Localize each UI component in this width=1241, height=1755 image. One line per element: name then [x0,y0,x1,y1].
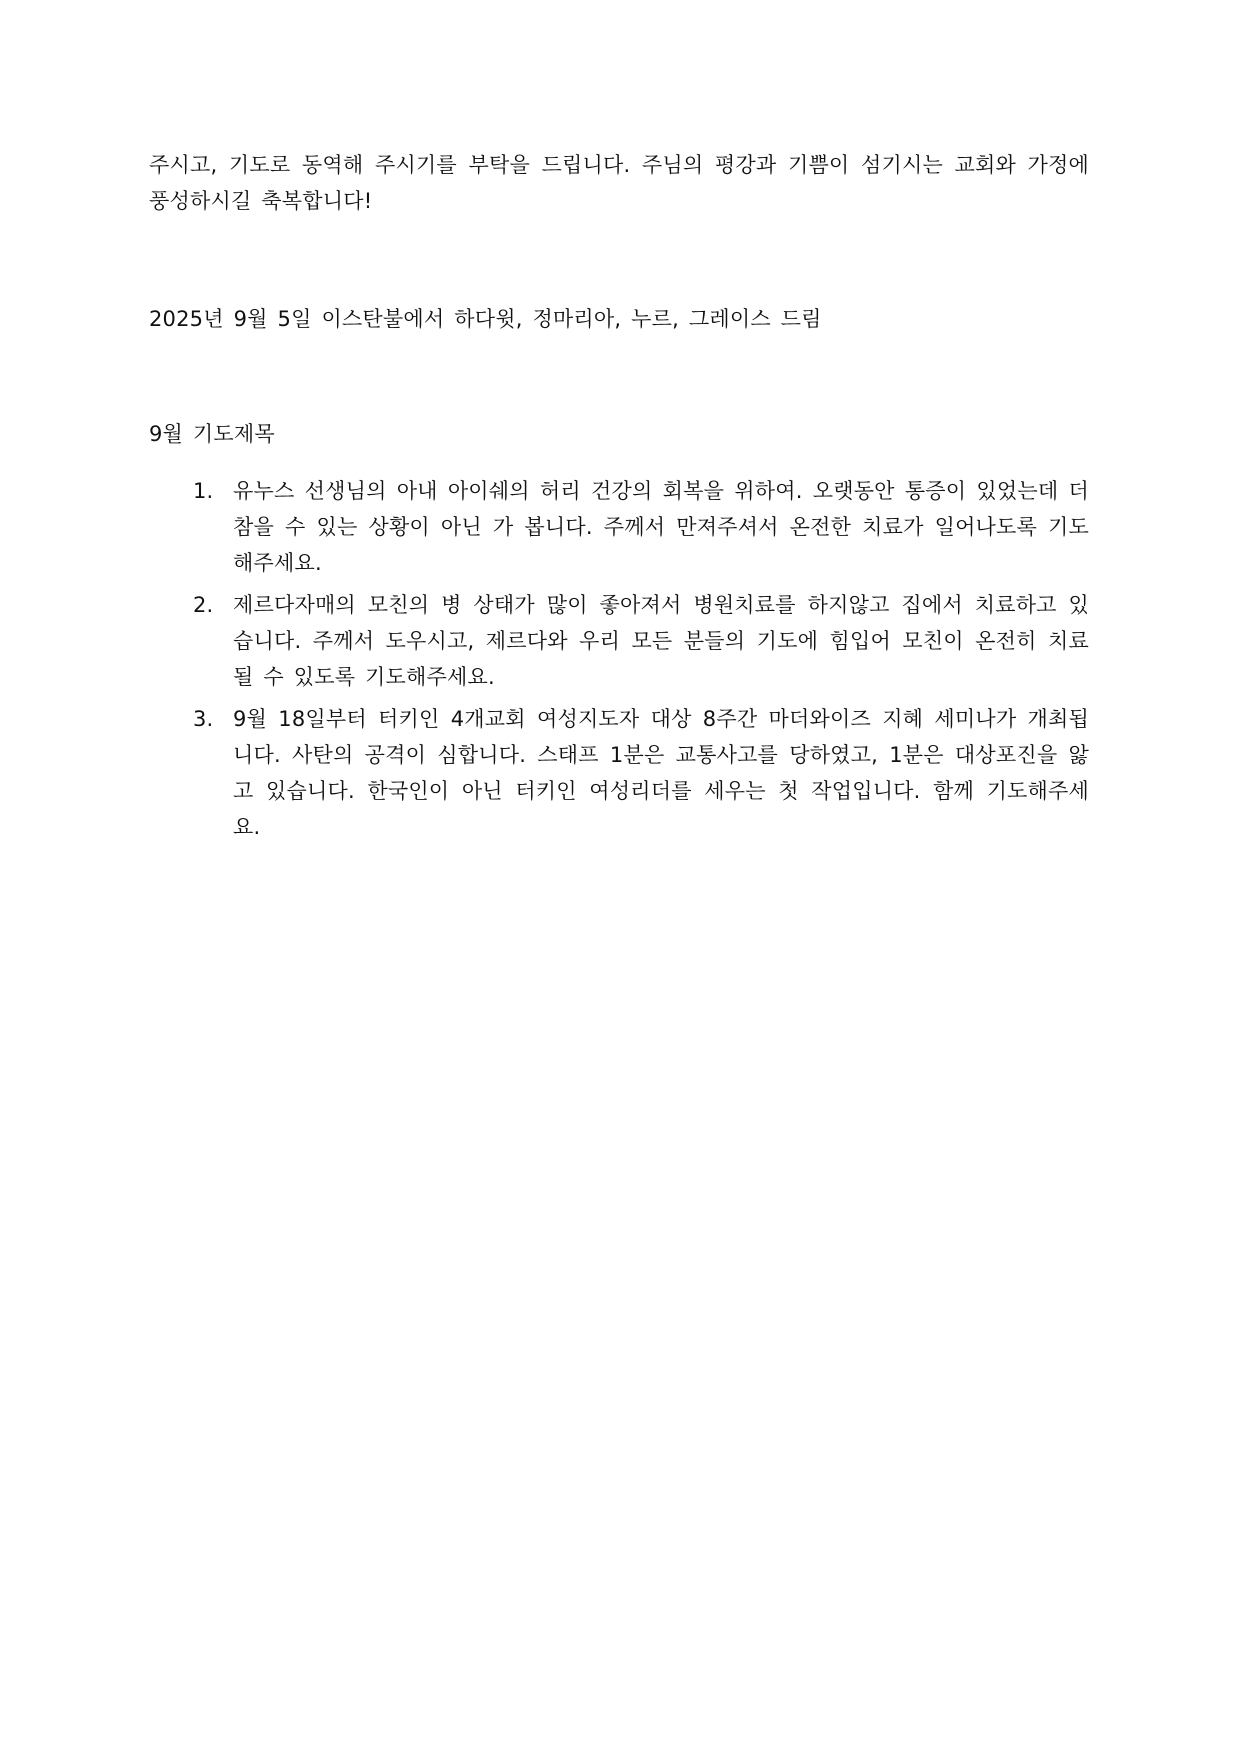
list-item-number: 2. [193,593,214,617]
intro-paragraph: 주시고, 기도로 동역해 주시기를 부탁을 드립니다. 주님의 평강과 기쁨이 섬기시는 교회와 가정에 풍성하시길 축복합니다! [149,153,1089,213]
list-item [149,587,1089,695]
list-item-text: 제르다자매의 모친의 병 상태가 많이 좋아져서 병원치료를 하지않고 집에서 치료하고 있습니다. 주께서 도우시고, 제르다와 우리 모든 분들의 기도에 힘입어 모친이 온전히 치료될 수 있도록 기도해주세요. [233,593,1089,689]
list-item-number: 3. [193,707,214,731]
prayer-heading: 9월 기도제목 [149,422,275,446]
signature-line: 2025년 9월 5일 이스탄불에서 하다윗, 정마리아, 누르, 그레이스 드림 [149,307,822,331]
list-item-text: 유누스 선생님의 아내 아이쉐의 허리 건강의 회복을 위하여. 오랫동안 통증이 있었는데 더 참을 수 있는 상황이 아닌 가 봅니다. 주께서 만져주셔서 온전한 치료가 일어나도록 기도해주세요. [233,479,1089,575]
list-item-number: 1. [193,479,214,503]
prayer-list [149,473,1089,851]
list-item-text: 9월 18일부터 터키인 4개교회 여성지도자 대상 8주간 마더와이즈 지혜 세미나가 개최됩니다. 사탄의 공격이 심합니다. 스태프 1분은 교통사고를 당하였고, 1분은 대상포진을 앓고 있습니다. 한국인이 아닌 터키인 여성리더를 세우는 첫 작업입니다. 함께 기도해주세요. [233,707,1089,839]
list-item [149,473,1089,581]
list-item [149,701,1089,845]
